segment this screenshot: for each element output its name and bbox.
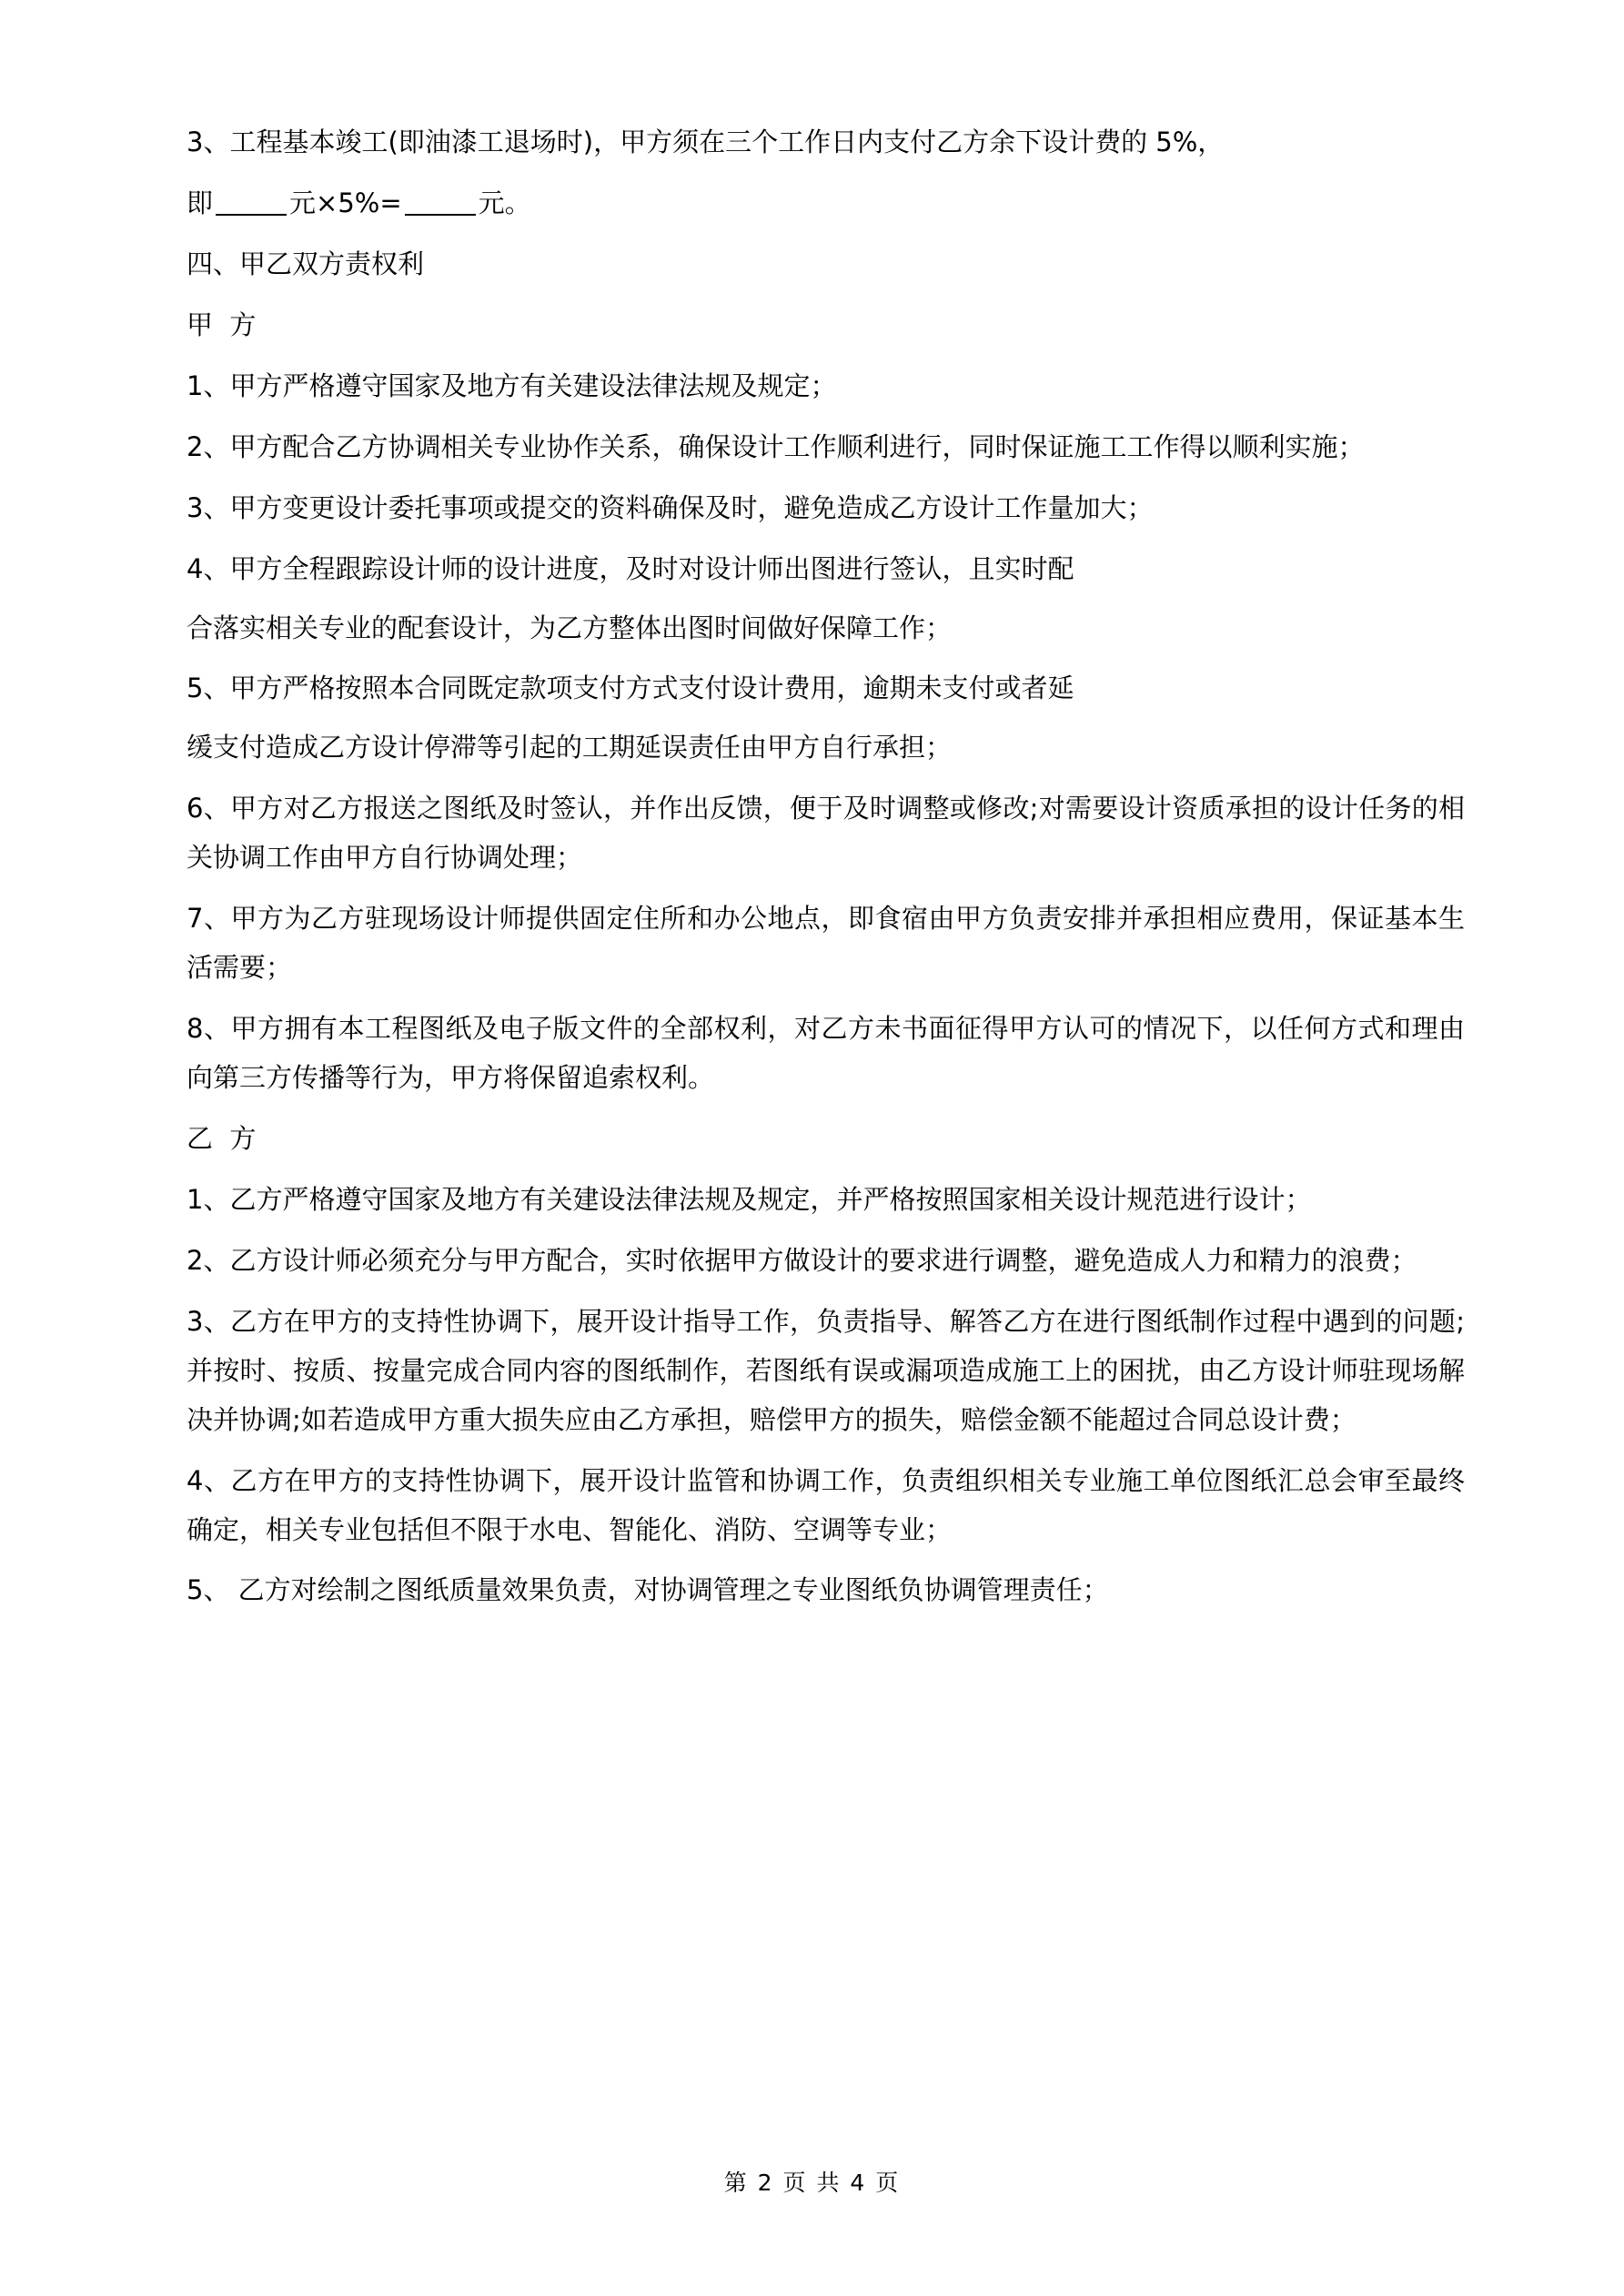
blank-suffix-text: 元。 [478,187,531,218]
party-a-item-6: 6、甲方对乙方报送之图纸及时签认，并作出反馈，便于及时调整或修改;对需要设计资质承担的设计任务的相关协调工作由甲方自行协调处理； [187,793,1465,874]
blank-input-amount-2[interactable] [405,214,476,216]
blank-prefix-text: 即 [187,187,214,218]
party-a-item-2: 2、甲方配合乙方协调相关专业协作关系，确保设计工作顺利进行，同时保证施工工作得以顺利实施； [187,430,1365,462]
party-a-item-5: 5、甲方严格按照本合同既定款项支付方式支付设计费用，逾期未支付或者延 [187,673,1074,704]
party-b-item-1: 1、乙方严格遵守国家及地方有关建设法律法规及规定，并严格按照国家相关设计规范进行设计； [187,1183,1312,1215]
party-a-item-1: 1、甲方严格遵守国家及地方有关建设法律法规及规定； [187,369,837,401]
blank-input-amount-1[interactable] [216,214,287,216]
page-footer: 第 2 页 共 4 页 [723,2170,901,2196]
party-a-item-4-cont: 合落实相关专业的配套设计，为乙方整体出图时间做好保障工作； [187,612,953,643]
party-a-item-7: 7、甲方为乙方驻现场设计师提供固定住所和办公地点，即食宿由甲方负责安排并承担相应费用，保证基本生活需要； [187,903,1465,984]
party-a-item-3: 3、甲方变更设计委托事项或提交的资料确保及时，避免造成乙方设计工作量加大； [187,491,1154,523]
party-b-item-3: 3、乙方在甲方的支持性协调下，展开设计指导工作，负责指导、解答乙方在进行图纸制作过程中遇到的问题;并按时、按质、按量完成合同内容的图纸制作，若图纸有误或漏项造成施工上的困扰，由乙方设计师驻现场解决并协调;如若造成甲方重大损失应由乙方承担，赔偿甲方的损失，赔偿金额不能超过合同总设计费； [187,1305,1465,1435]
party-b-item-5: 5、 乙方对绘制之图纸质量效果负责，对协调管理之专业图纸负协调管理责任； [187,1574,1109,1606]
subheading-party-a: 甲 方 [187,308,257,340]
document-body [187,118,1465,1615]
party-a-item-8: 8、甲方拥有本工程图纸及电子版文件的全部权利，对乙方未书面征得甲方认可的情况下，以任何方式和理由向第三方传播等行为，甲方将保留追索权利。 [187,1013,1465,1093]
party-a-item-4: 4、甲方全程跟踪设计师的设计进度，及时对设计师出图进行签认，且实时配 [187,552,1074,584]
paragraph-payment-5pct: 3、工程基本竣工(即油漆工退场时)，甲方须在三个工作日内支付乙方余下设计费的 5%， [187,126,1225,157]
paragraph-blank-fill [187,179,1465,228]
blank-mid-text: 元×5%= [289,187,402,218]
subheading-party-b: 乙 方 [187,1122,257,1154]
party-a-item-5-cont: 缓支付造成乙方设计停滞等引起的工期延误责任由甲方自行承担； [187,732,953,764]
party-b-item-2: 2、乙方设计师必须充分与甲方配合，实时依据甲方做设计的要求进行调整，避免造成人力和精力的浪费； [187,1244,1417,1276]
section-heading-four: 四、甲乙双方责权利 [187,248,425,279]
party-b-item-4: 4、乙方在甲方的支持性协调下，展开设计监管和协调工作，负责组织相关专业施工单位图纸汇总会审至最终确定，相关专业包括但不限于水电、智能化、消防、空调等专业； [187,1464,1465,1545]
